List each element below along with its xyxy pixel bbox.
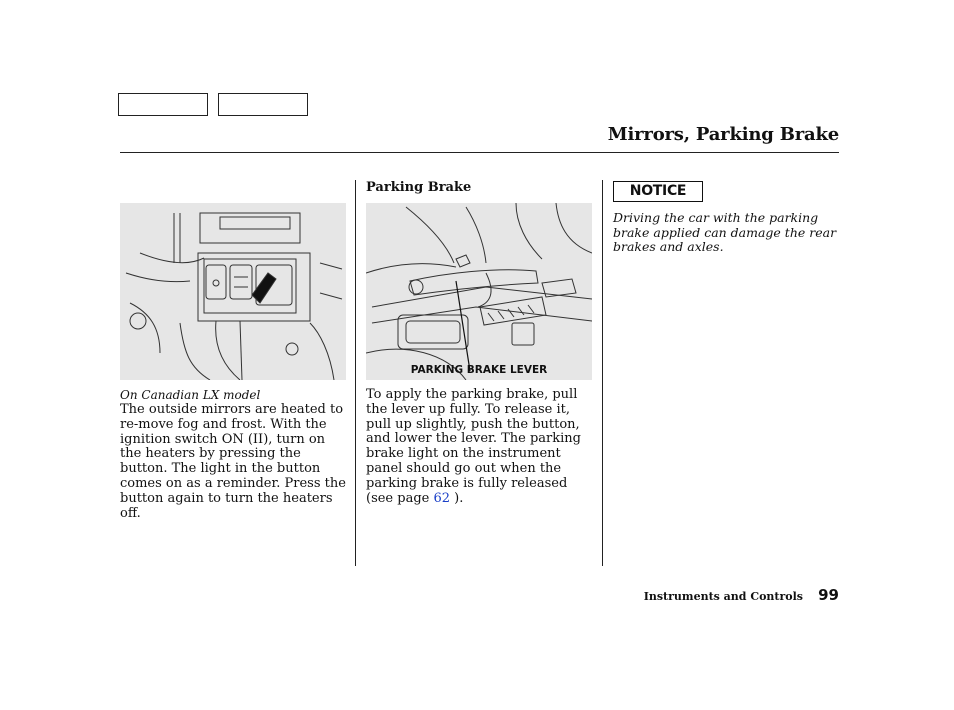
parking-brake-lever-label: PARKING BRAKE LEVER (410, 364, 548, 376)
parking-brake-text-end: ). (450, 490, 464, 506)
mirror-heater-text: The outside mirrors are heated to re-move fog and frost. With the ignition switch ON (II), turn on the heaters by pressing the button. The light in the button comes on as a reminder. Press the button again to turn the heaters off. (120, 402, 346, 521)
column-divider-left (355, 180, 356, 566)
column-divider-right (602, 180, 603, 566)
mirror-heater-illustration (120, 203, 346, 380)
parking-brake-text (366, 388, 594, 506)
nav-box-next[interactable] (218, 93, 308, 116)
page-reference-link[interactable]: 62 (433, 490, 451, 506)
page-title: Mirrors, Parking Brake (607, 124, 839, 145)
notice-label: NOTICE (613, 181, 703, 202)
figure-note: On Canadian LX model (120, 388, 261, 402)
parking-brake-text-main: To apply the parking brake, pull the lever up fully. To release it, pull up slightly, push the button, and lower the lever. The parking brake light on the instrument panel should go out when the parking brake is fully released (see page (366, 387, 581, 506)
notice-text: Driving the car with the parking brake applied can damage the rear brakes and axles. (613, 210, 837, 255)
parking-brake-heading: Parking Brake (366, 180, 472, 195)
nav-box-previous[interactable] (118, 93, 208, 116)
page-number: 99 (818, 586, 839, 604)
footer-section-name: Instruments and Controls (643, 590, 803, 603)
parking-brake-illustration (366, 203, 592, 380)
header-rule (120, 152, 839, 153)
